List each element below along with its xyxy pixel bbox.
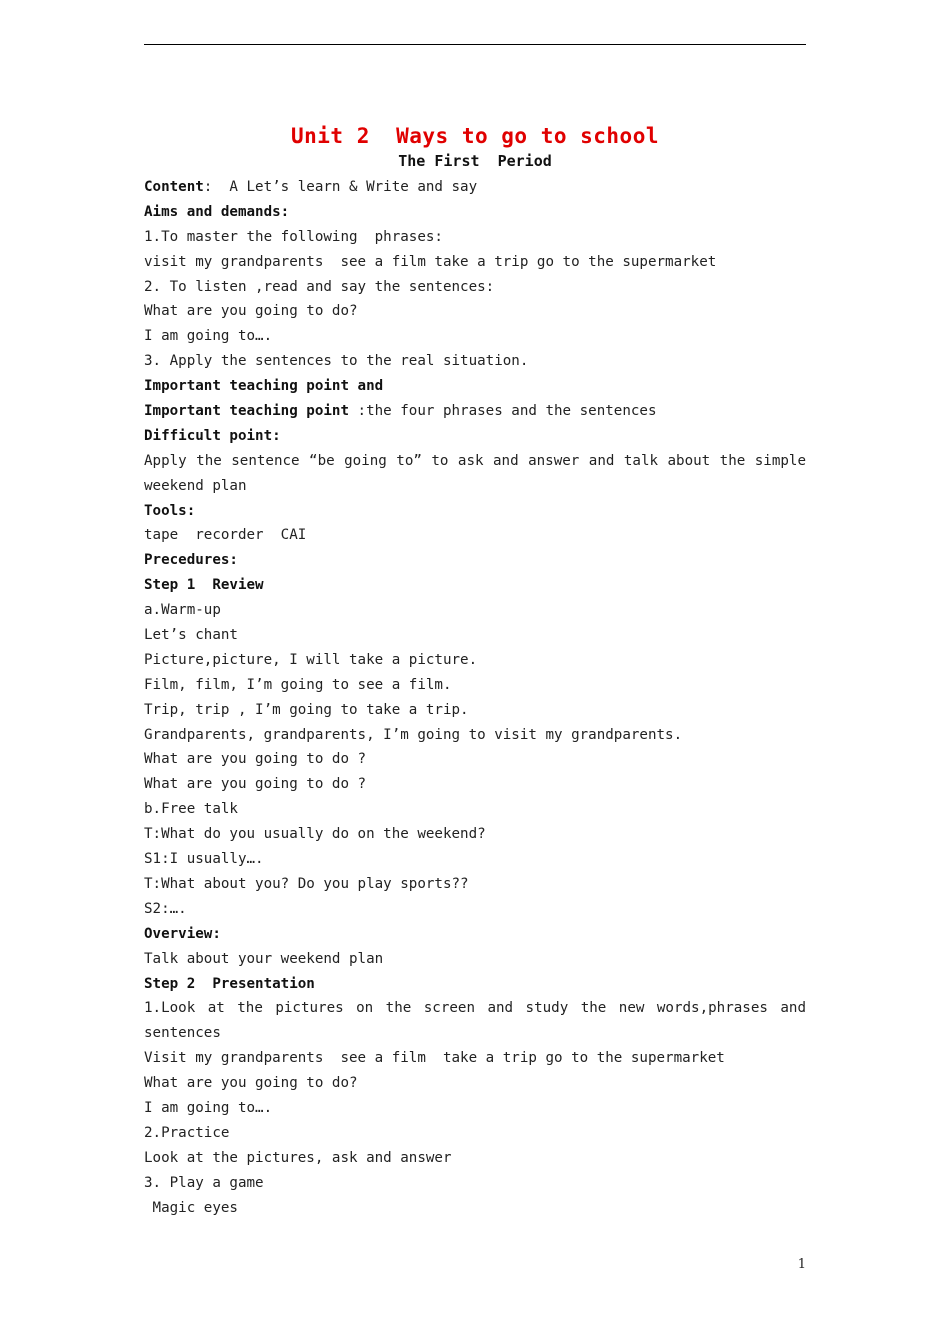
free-talk-label: b.Free talk	[144, 801, 238, 818]
procedures-heading: Precedures:	[144, 552, 238, 569]
document-title: Unit 2 Ways to go to school	[290, 124, 659, 148]
content-line	[144, 175, 806, 200]
header-rule	[144, 44, 806, 45]
game-text: Magic eyes	[144, 1199, 238, 1216]
practice-text: Look at the pictures, ask and answer	[144, 1149, 452, 1166]
important-point-line-2	[144, 399, 806, 424]
overview-heading: Overview:	[144, 925, 221, 942]
aims-item-3: 3. Apply the sentences to the real situation.	[144, 353, 529, 370]
presentation-item-1-line-2: sentences	[144, 1025, 221, 1042]
difficult-text-line-2: weekend plan	[144, 477, 247, 494]
content-label: Content	[144, 179, 204, 195]
practice-label: 2.Practice	[144, 1124, 230, 1141]
chant-line: Picture,picture, I will take a picture.	[144, 651, 478, 668]
free-talk-line: T:What do you usually do on the weekend?	[144, 826, 486, 843]
warm-up-label: a.Warm-up	[144, 602, 221, 619]
chant-line: What are you going to do ?	[144, 751, 367, 768]
free-talk-line: S1:I usually….	[144, 851, 264, 868]
game-label: 3. Play a game	[144, 1174, 264, 1191]
free-talk-line: T:What about you? Do you play sports??	[144, 875, 469, 892]
presentation-question: What are you going to do?	[144, 1075, 358, 1092]
document-body	[144, 175, 806, 1220]
chant-line: Grandparents, grandparents, I’m going to visit my grandparents.	[144, 726, 683, 743]
difficult-text-line-1: Apply the sentence “be going to” to ask and answer and talk about the simple	[144, 452, 806, 469]
overview-text: Talk about your weekend plan	[144, 950, 384, 967]
tools-heading: Tools:	[144, 502, 196, 519]
important-point-label: Important teaching point	[144, 403, 349, 420]
document-subtitle: The First Period	[398, 152, 552, 170]
page-number: 1	[797, 1257, 806, 1272]
presentation-phrases: Visit my grandparents see a film take a trip go to the supermarket	[144, 1050, 725, 1067]
aims-phrases: visit my grandparents see a film take a trip go to the supermarket	[144, 253, 717, 270]
free-talk-line: S2:….	[144, 900, 187, 917]
presentation-item-1-line-1: 1.Look at the pictures on the screen and study the new words,phrases and	[144, 1000, 806, 1017]
chant-line: Film, film, I’m going to see a film.	[144, 676, 452, 693]
difficult-heading: Difficult point:	[144, 427, 281, 444]
tools-text: tape recorder CAI	[144, 527, 307, 544]
aims-sentence-answer: I am going to….	[144, 328, 273, 345]
step-2-heading: Step 2 Presentation	[144, 975, 315, 992]
aims-item-1: 1.To master the following phrases:	[144, 228, 443, 245]
chant-line: What are you going to do ?	[144, 776, 367, 793]
important-point-text: :the four phrases and the sentences	[349, 403, 657, 420]
aims-item-2: 2. To listen ,read and say the sentences:	[144, 278, 495, 295]
aims-sentence-question: What are you going to do?	[144, 303, 358, 320]
chant-title: Let’s chant	[144, 627, 238, 644]
presentation-answer: I am going to….	[144, 1099, 273, 1116]
aims-heading: Aims and demands:	[144, 203, 290, 220]
chant-line: Trip, trip , I’m going to take a trip.	[144, 701, 469, 718]
step-1-heading: Step 1 Review	[144, 577, 264, 594]
content-text: : A Let’s learn & Write and say	[203, 179, 478, 195]
important-point-line-1: Important teaching point and	[144, 378, 384, 395]
